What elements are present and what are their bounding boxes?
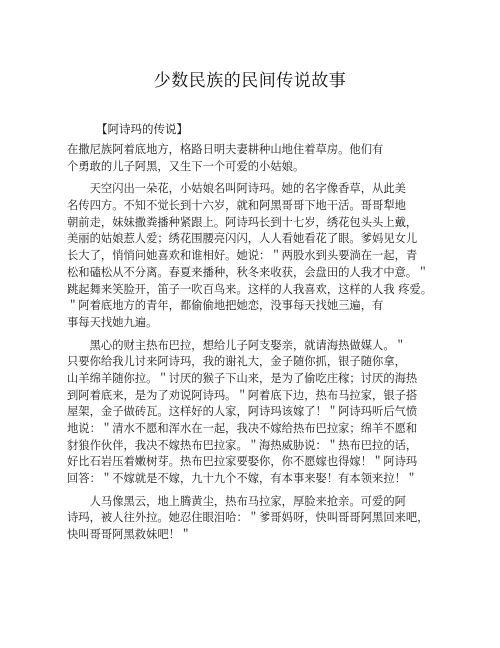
text-line: 豺狼作伙伴，我决不嫁热布巴拉家。＂海热威胁说：＂热布巴拉的话， xyxy=(67,438,418,452)
text-line: 美丽的姑娘惹人爱；绣花围腰亮闪闪，人人看她看花了眼。爹妈见女儿 xyxy=(67,232,418,246)
text-line: 松和磕松从不分离。春夏来播种，秋冬来收获，会盘田的人我才中意。＂ xyxy=(67,265,429,279)
text-line: 诗玛，被人往外拉。她忍住眼泪哈：＂爹哥妈呀，快叫哥哥阿黑回来吧， xyxy=(67,511,429,525)
text-line: 快叫哥哥阿黑救妹吧！＂ xyxy=(67,528,192,542)
text-line: 朝前走，妹妹撒粪播种紧跟上。阿诗玛长到十七岁，绣花包头头上戴， xyxy=(67,215,418,229)
text-line: ＂阿着底地方的青年，都偷偷地把她恋，没事每天找她三遍，有 xyxy=(67,299,384,313)
paragraph xyxy=(67,142,427,175)
paragraph xyxy=(67,338,427,488)
text-line: 名传四方。不知不觉长到十六岁，就和阿黑哥哥下地干活。哥哥犁地 xyxy=(67,199,406,213)
text-line: 到阿着底来，是为了劝说阿诗玛。＂阿着底下边，热布马拉家，银子搭 xyxy=(67,388,418,402)
text-line: 个勇敢的儿子阿黑，又生下一个可爱的小姑娘。 xyxy=(67,159,305,173)
text-line: 长大了，悄悄问她喜欢和谁相好。她说：＂两股水到头要淌在一起，青 xyxy=(67,249,418,263)
text-line: 天空闪出一朵花，小姑娘名叫阿诗玛。她的名字像香草，从此美 xyxy=(67,182,406,196)
paragraph xyxy=(67,181,433,331)
text-line: 好比石岩压着嫩树芽。热布巴拉家要娶你，你不愿嫁也得嫁！＂阿诗玛 xyxy=(67,455,418,469)
section-heading: 【阿诗玛的传说】 xyxy=(96,122,188,136)
text-line: 屋架，金子做砖瓦。这样好的人家，阿诗玛该嫁了！＂阿诗玛听后气愤 xyxy=(67,405,418,419)
text-line: 事每天找她九遍。 xyxy=(67,315,158,329)
paragraph xyxy=(67,494,427,544)
text-line: 只要你给我儿讨来阿诗玛，我的谢礼大，金子随你抓，银子随你拿， xyxy=(67,355,406,369)
text-line: 山羊绵羊随你拉。＂讨厌的猴子下山来，是为了偷吃庄稼；讨厌的海热 xyxy=(67,371,418,385)
text-line: 在撒尼族阿着底地方，格路日明夫妻耕种山地住着草房。他们有 xyxy=(67,143,384,156)
text-line: 人马像黑云，地上腾黄尘，热布马拉家，厚脸来抢亲。可爱的阿 xyxy=(67,494,406,508)
document-body xyxy=(67,142,433,550)
text-line: 跳起舞来笑脸开，笛子一吹百鸟来。这样的人我喜欢，这样的人我 疼爱。 xyxy=(67,282,433,296)
text-line: 地说：＂清水不愿和浑水在一起，我决不嫁给热布巴拉家；绵羊不愿和 xyxy=(67,422,418,435)
document-title: 少数民族的民间传说故事 xyxy=(153,71,347,91)
text-line: 黑心的财主热布巴拉，想给儿子阿支娶亲，就请海热做媒人。＂ xyxy=(67,338,406,352)
text-line: 回答：＂不嫁就是不嫁，九十九个不嫁，有本事来娶！有本领来拉！＂ xyxy=(67,472,418,486)
